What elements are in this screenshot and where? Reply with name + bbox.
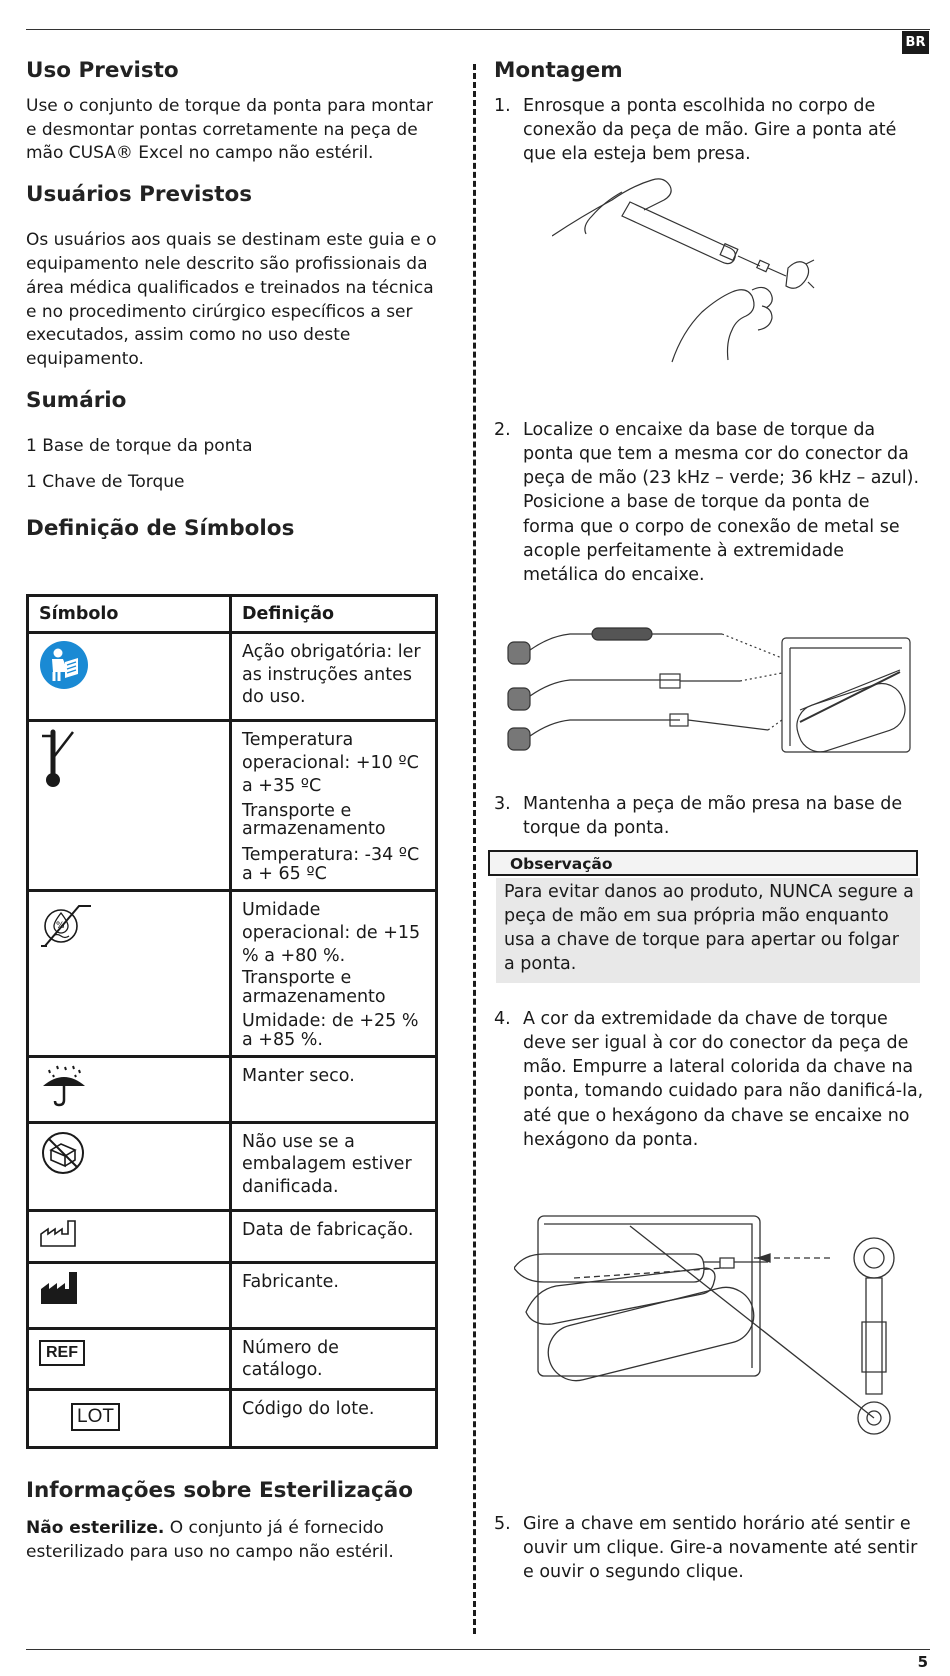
step-number: 2.	[494, 420, 511, 440]
lot-icon: LOT	[71, 1403, 120, 1431]
ref-icon: REF	[39, 1340, 85, 1366]
note-text: Para evitar danos ao produto, NUNCA segure a peça de mão em sua própria mão enquanto usa a chave de torque para apertar ou folgar a ponta.	[496, 878, 920, 983]
definition-column-header: Definição	[231, 596, 437, 633]
table-row	[28, 1262, 437, 1328]
symbols-table	[26, 594, 438, 1449]
page-number: 5	[917, 1653, 928, 1671]
definition-cell: Data de fabricação.	[231, 1210, 437, 1262]
definition-cell: Código do lote.	[231, 1389, 437, 1447]
table-header-row	[28, 596, 437, 633]
table-row	[28, 891, 437, 1057]
transport-storage-label: Transporte e armazenamento	[242, 800, 386, 840]
language-badge: BR	[902, 31, 929, 54]
torque-base-illustration	[500, 624, 920, 764]
operating-temperature: Temperatura operacional: +10 ºC a +35 ºC	[242, 730, 419, 796]
manufacturer-icon	[39, 1270, 79, 1306]
contents-item-base: 1 Base de torque da ponta	[26, 435, 253, 456]
definition-cell: Manter seco.	[231, 1056, 437, 1122]
definition-cell: Fabricante.	[231, 1262, 437, 1328]
storage-humidity: Umidade: de +25 % a +85 %.	[242, 1011, 419, 1050]
intended-users-heading: Usuários Previstos	[26, 182, 253, 208]
contents-item-wrench: 1 Chave de Torque	[26, 471, 185, 492]
manufacture-date-icon	[39, 1218, 79, 1250]
step-1	[494, 94, 924, 166]
sterilization-warning: Não esterilize.	[26, 1517, 165, 1538]
step-number: 4.	[494, 1009, 511, 1029]
temperature-limit-icon	[39, 728, 79, 792]
bottom-rule	[26, 1649, 930, 1650]
intended-use-heading: Uso Previsto	[26, 58, 179, 83]
sterilization-body: O conjunto já é fornecido esterilizado para uso no campo não estéril.	[26, 1517, 394, 1562]
note-title: Observação	[488, 850, 918, 876]
definition-cell: Ação obrigatória: ler as instruções antes do uso.	[231, 633, 437, 721]
torque-wrench-illustration	[514, 1212, 914, 1452]
definition-cell	[231, 891, 437, 1057]
top-rule	[26, 29, 930, 30]
table-row	[28, 1328, 437, 1389]
sterilization-section	[26, 1478, 456, 1564]
contents-heading: Sumário	[26, 387, 127, 413]
definition-cell: Não use se a embalagem estiver danificada.	[231, 1122, 437, 1210]
storage-temperature: Temperatura: -34 ºC a + 65 ºC	[242, 845, 420, 884]
step-text: Gire a chave em sentido horário até sentir e ouvir um clique. Gire-a novamente até sentir e ouvir o segundo clique.	[523, 1514, 918, 1583]
step-number: 5.	[494, 1514, 511, 1534]
read-instructions-icon	[39, 640, 89, 690]
transport-storage-label: Transporte e armazenamento	[242, 968, 386, 1007]
column-divider	[473, 64, 476, 1634]
step-text: Enrosque a ponta escolhida no corpo de conexão da peça de mão. Gire a ponta até que ela esteja bem presa.	[523, 96, 897, 165]
humidity-limit-icon	[39, 898, 93, 950]
step-text: A cor da extremidade da chave de torque deve ser igual à cor do conector da peça de mão. Empurre a lateral colorida da chave na ponta, tomando cuidado para não danificá-la, até que o hexágono da chave se encaixe no hexágono da ponta.	[523, 1009, 924, 1150]
intended-use-text: Use o conjunto de torque da ponta para montar e desmontar pontas corretamente na peça de mão CUSA® Excel no campo não estéril.	[26, 95, 433, 164]
table-row	[28, 1389, 437, 1447]
step-number: 3.	[494, 794, 511, 814]
table-row	[28, 633, 437, 721]
step-2	[494, 418, 924, 587]
operating-humidity: Umidade operacional: de +15 % a +80 %.	[242, 900, 421, 966]
assembly-heading: Montagem	[494, 58, 623, 83]
step-number: 1.	[494, 96, 511, 116]
symbols-heading: Definição de Símbolos	[26, 516, 295, 542]
step-5	[494, 1512, 924, 1584]
step-3	[494, 792, 924, 840]
keep-dry-icon	[39, 1064, 89, 1108]
table-row	[28, 1056, 437, 1122]
table-row	[28, 1122, 437, 1210]
svg-text:%: %	[56, 921, 65, 932]
symbol-column-header: Símbolo	[28, 596, 231, 633]
table-row	[28, 721, 437, 891]
do-not-use-damaged-icon	[39, 1130, 87, 1176]
intended-users-text: Os usuários aos quais se destinam este guia e o equipamento nele descrito são profissionais da área médica qualificados e treinados na técnica e no procedimento cirúrgico específicos a ser executados, assim como no uso deste equipamento.	[26, 230, 437, 370]
step-4	[494, 1007, 924, 1152]
sterilization-heading: Informações sobre Esterilização	[26, 1478, 414, 1503]
step-text: Mantenha a peça de mão presa na base de torque da ponta.	[523, 794, 903, 839]
definition-cell	[231, 721, 437, 891]
left-column	[26, 58, 446, 543]
sterilization-text	[26, 1517, 456, 1565]
table-row	[28, 1210, 437, 1262]
definition-cell: Número de catálogo.	[231, 1328, 437, 1389]
step-text: Localize o encaixe da base de torque da ponta que tem a mesma cor do conector da peça de mão (23 kHz – verde; 36 kHz – azul). Posicione a base de torque da ponta de forma que o corpo de conexão de metal se acople perfeitamente à extremidade metálica do encaixe.	[523, 420, 920, 585]
handpiece-tip-illustration	[552, 172, 842, 364]
